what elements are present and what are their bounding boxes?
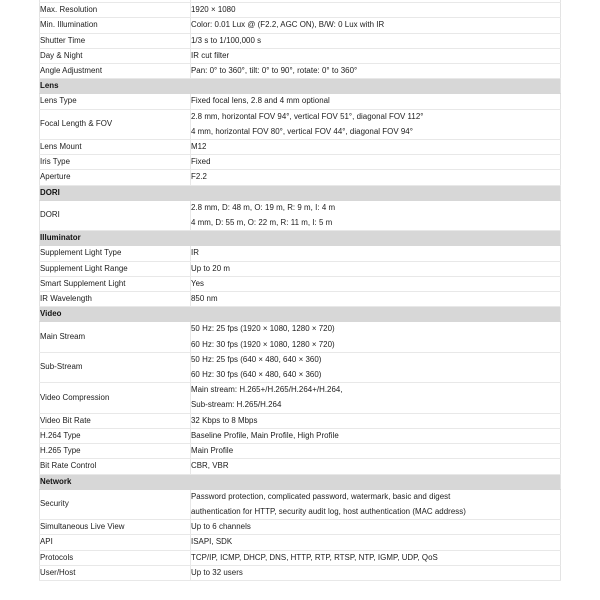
spec-value-line: M12 bbox=[191, 142, 207, 152]
spec-label-cell: Focal Length & FOV bbox=[40, 109, 191, 139]
spec-value-cell bbox=[191, 383, 561, 413]
spec-value-cell bbox=[191, 489, 561, 519]
spec-value-line: Up to 20 m bbox=[191, 263, 230, 273]
table-row bbox=[40, 550, 561, 565]
spec-label-cell: API bbox=[40, 535, 191, 550]
spec-value-cell bbox=[191, 261, 561, 276]
spec-label-cell: User/Host bbox=[40, 565, 191, 580]
spec-value-cell bbox=[191, 444, 561, 459]
spec-label-cell: Day & Night bbox=[40, 48, 191, 63]
spec-value-line: 32 Kbps to 8 Mbps bbox=[191, 415, 258, 425]
table-row bbox=[40, 520, 561, 535]
spec-label-cell: H.265 Type bbox=[40, 444, 191, 459]
spec-value-cell bbox=[191, 3, 561, 18]
table-row bbox=[40, 459, 561, 474]
spec-label-cell: DORI bbox=[40, 200, 191, 230]
section-header-label: DORI bbox=[40, 185, 191, 200]
spec-label-cell: Video Bit Rate bbox=[40, 413, 191, 428]
table-row bbox=[40, 33, 561, 48]
spec-value-cell bbox=[191, 413, 561, 428]
spec-value-cell bbox=[191, 520, 561, 535]
spec-value-cell bbox=[191, 565, 561, 580]
section-header-spacer bbox=[191, 79, 561, 94]
table-row bbox=[40, 140, 561, 155]
table-row bbox=[40, 170, 561, 185]
table-row bbox=[40, 3, 561, 18]
table-row bbox=[40, 428, 561, 443]
spec-value-line: IR bbox=[191, 248, 199, 258]
section-header-row bbox=[40, 307, 561, 322]
spec-label-cell: Supplement Light Type bbox=[40, 246, 191, 261]
spec-value-line: CBR, VBR bbox=[191, 461, 229, 471]
spec-label-cell: Iris Type bbox=[40, 155, 191, 170]
spec-value-cell bbox=[191, 18, 561, 33]
spec-label-cell: Simultaneous Live View bbox=[40, 520, 191, 535]
spec-value-line: Pan: 0° to 360°, tilt: 0° to 90°, rotate: 0° to 360° bbox=[191, 66, 358, 76]
spec-value-cell bbox=[191, 428, 561, 443]
table-row bbox=[40, 109, 561, 139]
table-row bbox=[40, 322, 561, 352]
section-header-label: Illuminator bbox=[40, 231, 191, 246]
spec-value-line: 2.8 mm, D: 48 m, O: 19 m, R: 9 m, I: 4 m bbox=[191, 202, 336, 212]
table-row bbox=[40, 64, 561, 79]
section-header-row bbox=[40, 474, 561, 489]
section-header-spacer bbox=[191, 307, 561, 322]
spec-label-cell: IR Wavelength bbox=[40, 292, 191, 307]
spec-label-cell: Aperture bbox=[40, 170, 191, 185]
spec-value-line: 50 Hz: 25 fps (640 × 480, 640 × 360) bbox=[191, 354, 322, 364]
spec-value-line: Fixed focal lens, 2.8 and 4 mm optional bbox=[191, 96, 330, 106]
table-row bbox=[40, 383, 561, 413]
table-row bbox=[40, 261, 561, 276]
table-row bbox=[40, 444, 561, 459]
specification-table bbox=[39, 0, 561, 581]
spec-value-line: Up to 6 channels bbox=[191, 522, 251, 532]
spec-value-line: 4 mm, D: 55 m, O: 22 m, R: 11 m, I: 5 m bbox=[191, 218, 333, 228]
spec-value-line: Up to 32 users bbox=[191, 567, 243, 577]
spec-value-line: 850 nm bbox=[191, 294, 218, 304]
table-row bbox=[40, 246, 561, 261]
spec-value-cell bbox=[191, 155, 561, 170]
section-header-spacer bbox=[191, 231, 561, 246]
table-row bbox=[40, 292, 561, 307]
section-header-row bbox=[40, 79, 561, 94]
table-row bbox=[40, 155, 561, 170]
section-header-spacer bbox=[191, 185, 561, 200]
spec-value-line: Color: 0.01 Lux @ (F2.2, AGC ON), B/W: 0 Lux with IR bbox=[191, 20, 385, 30]
spec-label-cell: Max. Resolution bbox=[40, 3, 191, 18]
table-row bbox=[40, 48, 561, 63]
spec-value-line: TCP/IP, ICMP, DHCP, DNS, HTTP, RTP, RTSP, NTP, IGMP, UDP, QoS bbox=[191, 552, 438, 562]
table-row bbox=[40, 94, 561, 109]
spec-value-cell bbox=[191, 140, 561, 155]
table-row bbox=[40, 18, 561, 33]
spec-value-cell bbox=[191, 276, 561, 291]
spec-value-cell bbox=[191, 352, 561, 382]
table-row bbox=[40, 200, 561, 230]
spec-label-cell: Main Stream bbox=[40, 322, 191, 352]
spec-label-cell: Min. Illumination bbox=[40, 18, 191, 33]
spec-value-line: Baseline Profile, Main Profile, High Profile bbox=[191, 430, 339, 440]
table-row bbox=[40, 489, 561, 519]
spec-value-line: 1920 × 1080 bbox=[191, 5, 236, 15]
spec-value-line: Main Profile bbox=[191, 446, 234, 456]
spec-value-line: 4 mm, horizontal FOV 80°, vertical FOV 44°, diagonal FOV 94° bbox=[191, 126, 413, 136]
spec-value-cell bbox=[191, 246, 561, 261]
spec-value-line: Main stream: H.265+/H.265/H.264+/H.264, bbox=[191, 385, 343, 395]
spec-value-line: F2.2 bbox=[191, 172, 207, 182]
spec-value-cell bbox=[191, 170, 561, 185]
spec-label-cell: Lens Mount bbox=[40, 140, 191, 155]
table-row bbox=[40, 565, 561, 580]
spec-value-cell bbox=[191, 459, 561, 474]
spec-value-line: 60 Hz: 30 fps (1920 × 1080, 1280 × 720) bbox=[191, 339, 335, 349]
spec-value-line: Password protection, complicated password, watermark, basic and digest bbox=[191, 491, 451, 501]
spec-value-cell bbox=[191, 200, 561, 230]
specification-table-body bbox=[40, 0, 561, 580]
spec-label-cell: Supplement Light Range bbox=[40, 261, 191, 276]
spec-value-line: authentication for HTTP, security audit log, host authentication (MAC address) bbox=[191, 506, 466, 516]
spec-label-cell: Protocols bbox=[40, 550, 191, 565]
spec-value-cell bbox=[191, 109, 561, 139]
spec-value-line: 50 Hz: 25 fps (1920 × 1080, 1280 × 720) bbox=[191, 324, 335, 334]
spec-value-cell bbox=[191, 292, 561, 307]
spec-value-line: Yes bbox=[191, 278, 204, 288]
spec-value-line: 2.8 mm, horizontal FOV 94°, vertical FOV 51°, diagonal FOV 112° bbox=[191, 111, 424, 121]
spec-value-line: Fixed bbox=[191, 157, 211, 167]
table-row bbox=[40, 276, 561, 291]
section-header-label: Network bbox=[40, 474, 191, 489]
table-row bbox=[40, 413, 561, 428]
spec-value-line: IR cut filter bbox=[191, 50, 230, 60]
section-header-label: Video bbox=[40, 307, 191, 322]
table-row bbox=[40, 535, 561, 550]
spec-label-cell: Lens Type bbox=[40, 94, 191, 109]
spec-value-cell bbox=[191, 33, 561, 48]
spec-value-line: ISAPI, SDK bbox=[191, 537, 233, 547]
section-header-row bbox=[40, 185, 561, 200]
spec-value-cell bbox=[191, 48, 561, 63]
spec-value-line: 60 Hz: 30 fps (640 × 480, 640 × 360) bbox=[191, 370, 322, 380]
spec-value-cell bbox=[191, 535, 561, 550]
spec-label-cell: Security bbox=[40, 489, 191, 519]
section-header-spacer bbox=[191, 474, 561, 489]
spec-value-cell bbox=[191, 94, 561, 109]
spec-label-cell: H.264 Type bbox=[40, 428, 191, 443]
spec-value-line: Sub-stream: H.265/H.264 bbox=[191, 400, 282, 410]
spec-label-cell: Smart Supplement Light bbox=[40, 276, 191, 291]
section-header-row bbox=[40, 231, 561, 246]
section-header-label: Lens bbox=[40, 79, 191, 94]
spec-value-line: 1/3 s to 1/100,000 s bbox=[191, 35, 262, 45]
spec-label-cell: Angle Adjustment bbox=[40, 64, 191, 79]
spec-label-cell: Shutter Time bbox=[40, 33, 191, 48]
spec-label-cell: Sub-Stream bbox=[40, 352, 191, 382]
spec-value-cell bbox=[191, 550, 561, 565]
spec-label-cell: Bit Rate Control bbox=[40, 459, 191, 474]
spec-value-cell bbox=[191, 322, 561, 352]
spec-label-cell: Video Compression bbox=[40, 383, 191, 413]
spec-value-cell bbox=[191, 64, 561, 79]
table-row bbox=[40, 352, 561, 382]
